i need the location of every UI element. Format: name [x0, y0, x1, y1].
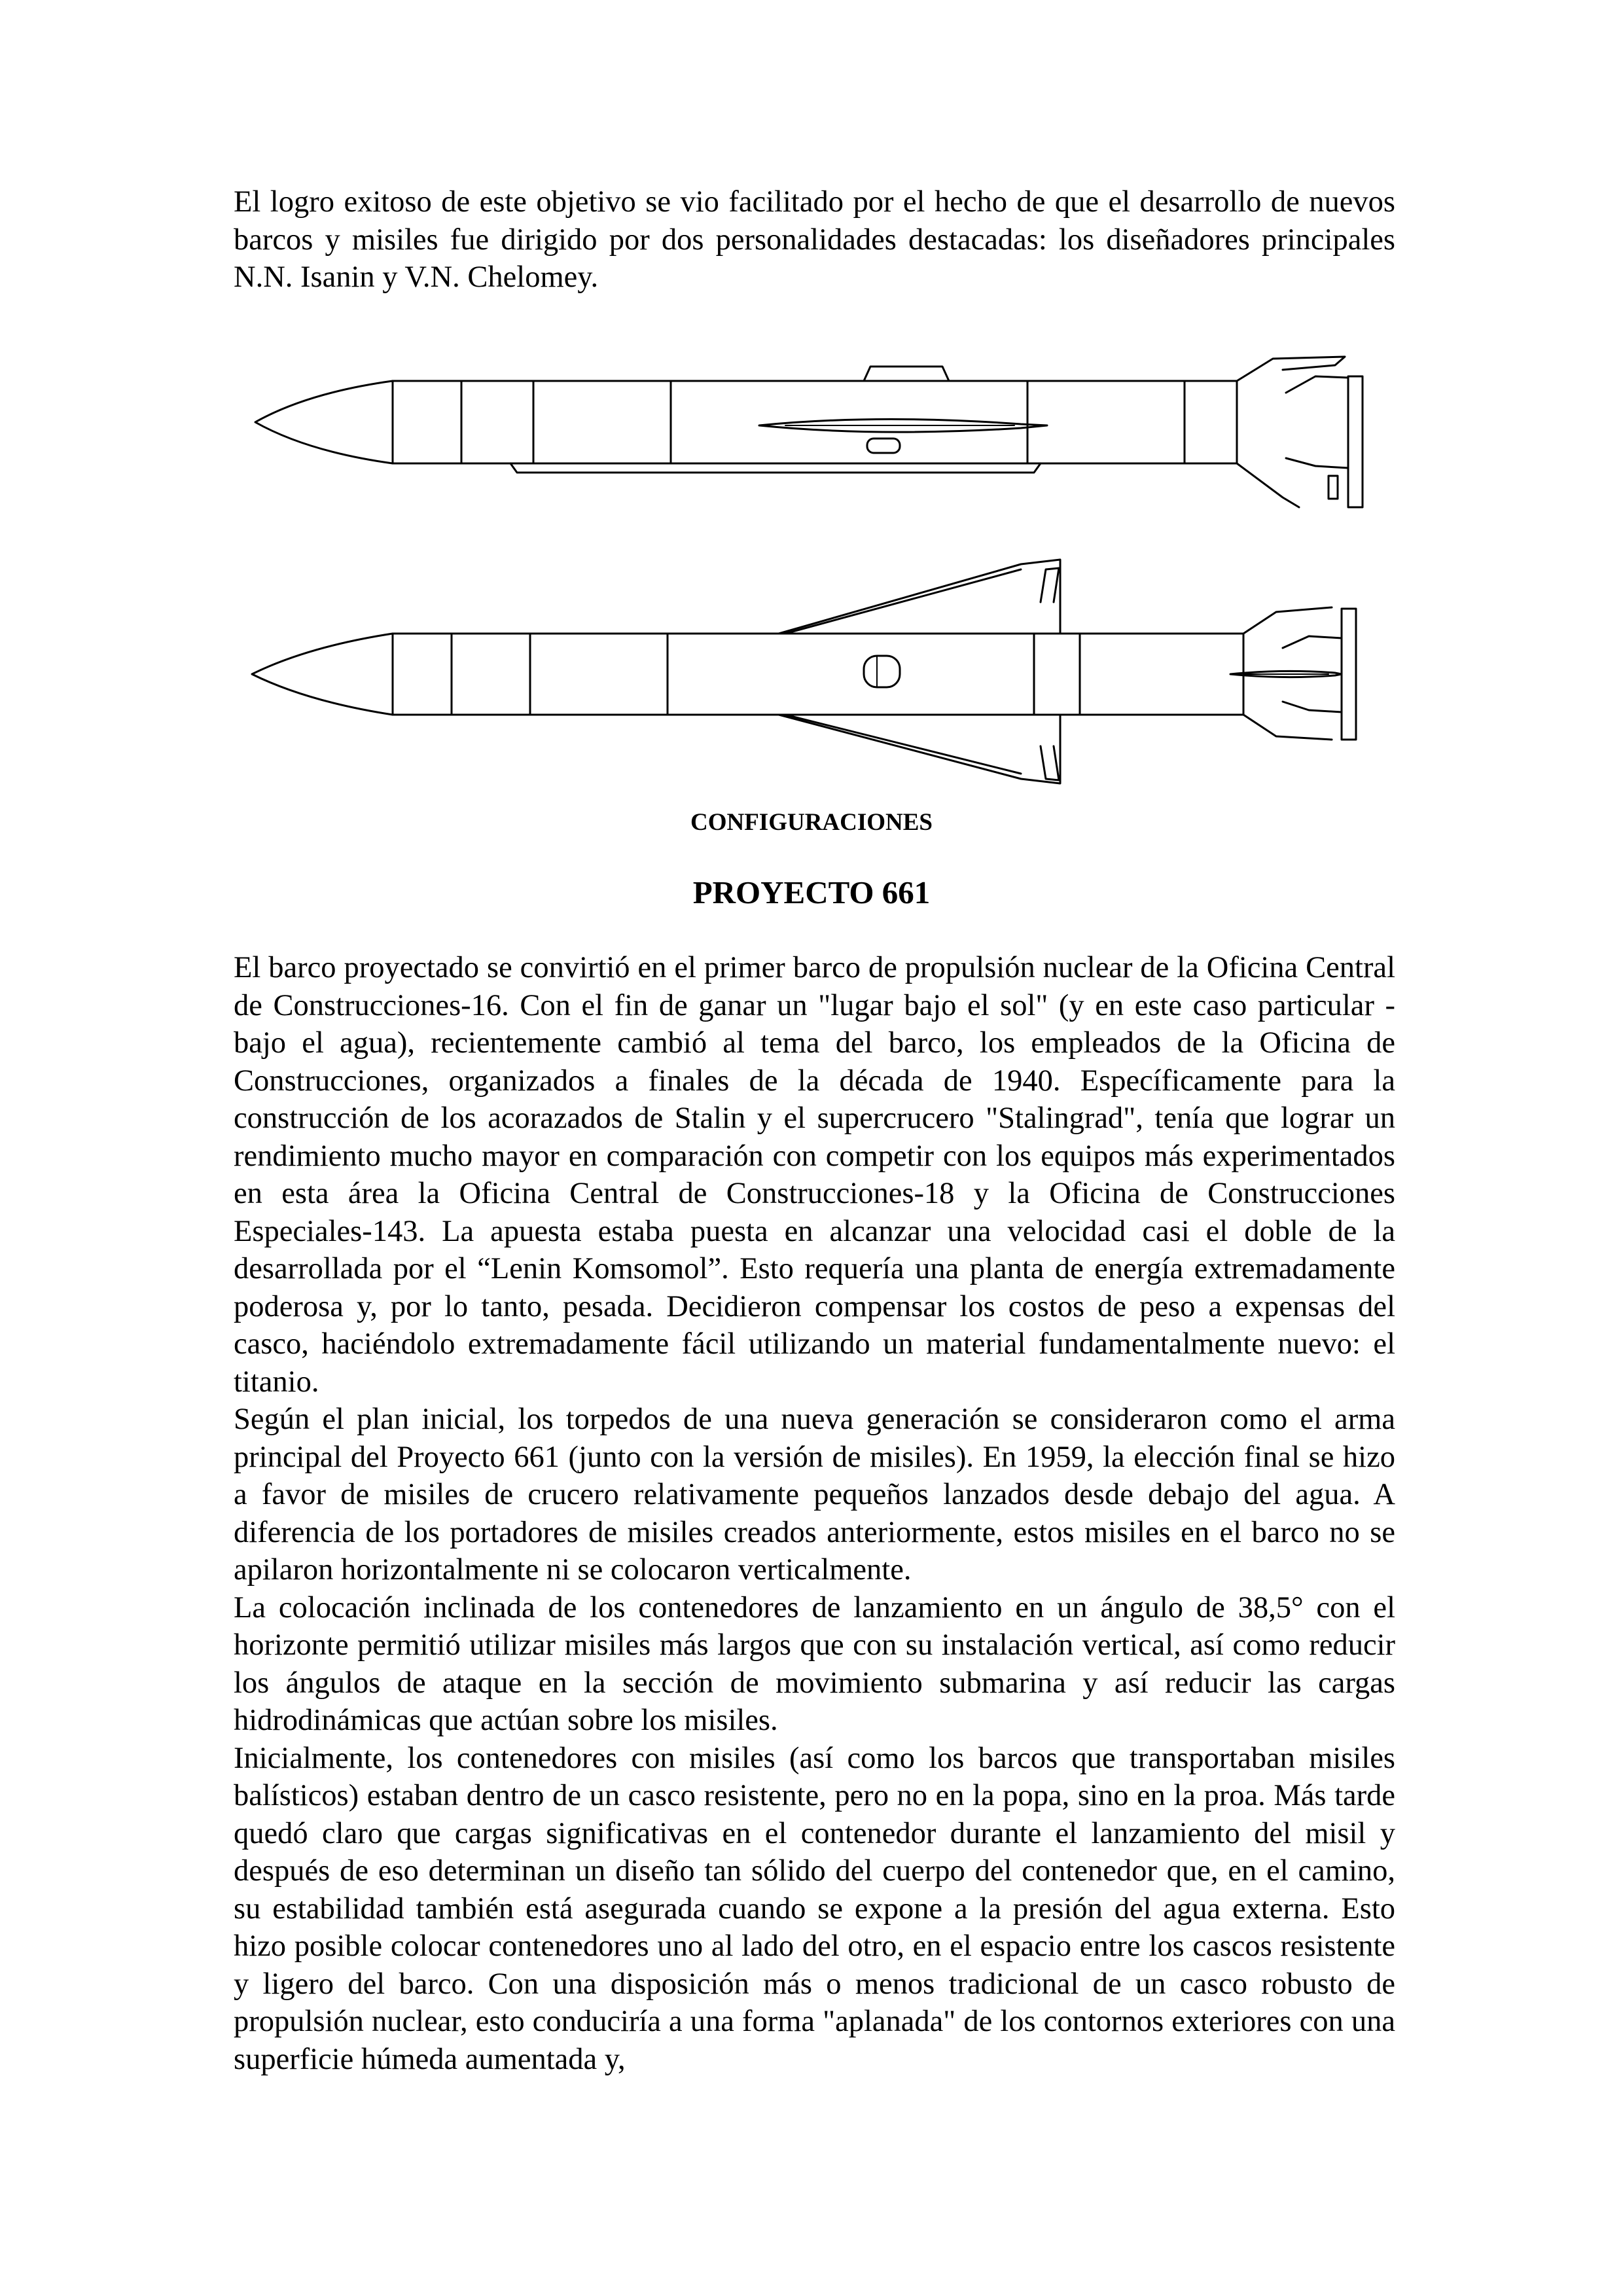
- missile-side-view: [252, 560, 1356, 783]
- body-paragraph: Inicialmente, los contenedores con misiles (así como los barcos que transportaban misiles balísticos) estaban dentro de un casco resistente, pero no en la popa, sino en la proa. Más tarde quedó claro que cargas significativas en el contenedor durante el lanzamiento del misil y después de eso determinan un diseño tan sólido del cuerpo del contenedor que, en el camino, su estabilidad también está asegurada cuando se expone a la presión del agua externa. Esto hizo posible colocar contenedores uno al lado del otro, en el espacio entre los cascos resistente y ligero del barco. Con una disposición más o menos tradicional de un casco robusto de propulsión nuclear, esto conduciría a una forma "aplanada" de los contornos exteriores con una superficie húmeda aumentada y,: [234, 1741, 1395, 2076]
- intro-paragraph: El logro exitoso de este objetivo se vio facilitado por el hecho de que el desarrollo de nuevos barcos y misiles fue dirigido por dos personalidades destacadas: los diseñadores principales N.N. Isanin y V.N. Chelomey.: [234, 185, 1395, 294]
- section-heading: PROYECTO 661: [692, 874, 931, 910]
- body-paragraph: Según el plan inicial, los torpedos de una nueva generación se consideraron como el arma principal del Proyecto 661 (junto con la versión de misiles). En 1959, la elección final se hizo a favor de misiles de crucero relativamente pequeños lanzados desde debajo del agua. A diferencia de los portadores de misiles creados anteriormente, estos misiles en el barco no se apilaron horizontalmente ni se colocaron verticalmente.: [234, 1403, 1395, 1587]
- body-paragraph: La colocación inclinada de los contenedores de lanzamiento en un ángulo de 38,5° con el horizonte permitió utilizar misiles más largos que con su instalación vertical, así como reducir los ángulos de ataque en la sección de movimiento submarina y así reducir las cargas hidrodinámicas que actúan sobre los misiles.: [234, 1590, 1395, 1737]
- figure-caption: CONFIGURACIONES: [690, 809, 933, 836]
- missile-top-view: [255, 357, 1363, 507]
- missile-configurations-drawing: [242, 347, 1368, 805]
- body-paragraph: El barco proyectado se convirtió en el primer barco de propulsión nuclear de la Oficina Central de Construcciones-16. Con el fin de ganar un "lugar bajo el sol" (y en este caso particular - bajo el agua), recientemente cambió al tema del barco, los empleados de la Oficina de Construcciones, organizados a finales de la década de 1940. Específicamente para la construcción de los acorazados de Stalin y el supercrucero "Stalingrad", tenía que lograr un rendimiento mucho mayor en comparación con competir con los equipos más experimentados en esta área la Oficina Central de Construcciones-18 y la Oficina de Construcciones Especiales-143. La apuesta estaba puesta en alcanzar una velocidad casi el doble de la desarrollada por el “Lenin Komsomol”. Esto requería una planta de energía extremadamente poderosa y, por lo tanto, pesada. Decidieron compensar los costos de peso a expensas del casco, haciéndolo extremadamente fácil utilizando un material fundamentalmente nuevo: el titanio.: [234, 951, 1395, 1399]
- body-text: [234, 949, 1395, 2078]
